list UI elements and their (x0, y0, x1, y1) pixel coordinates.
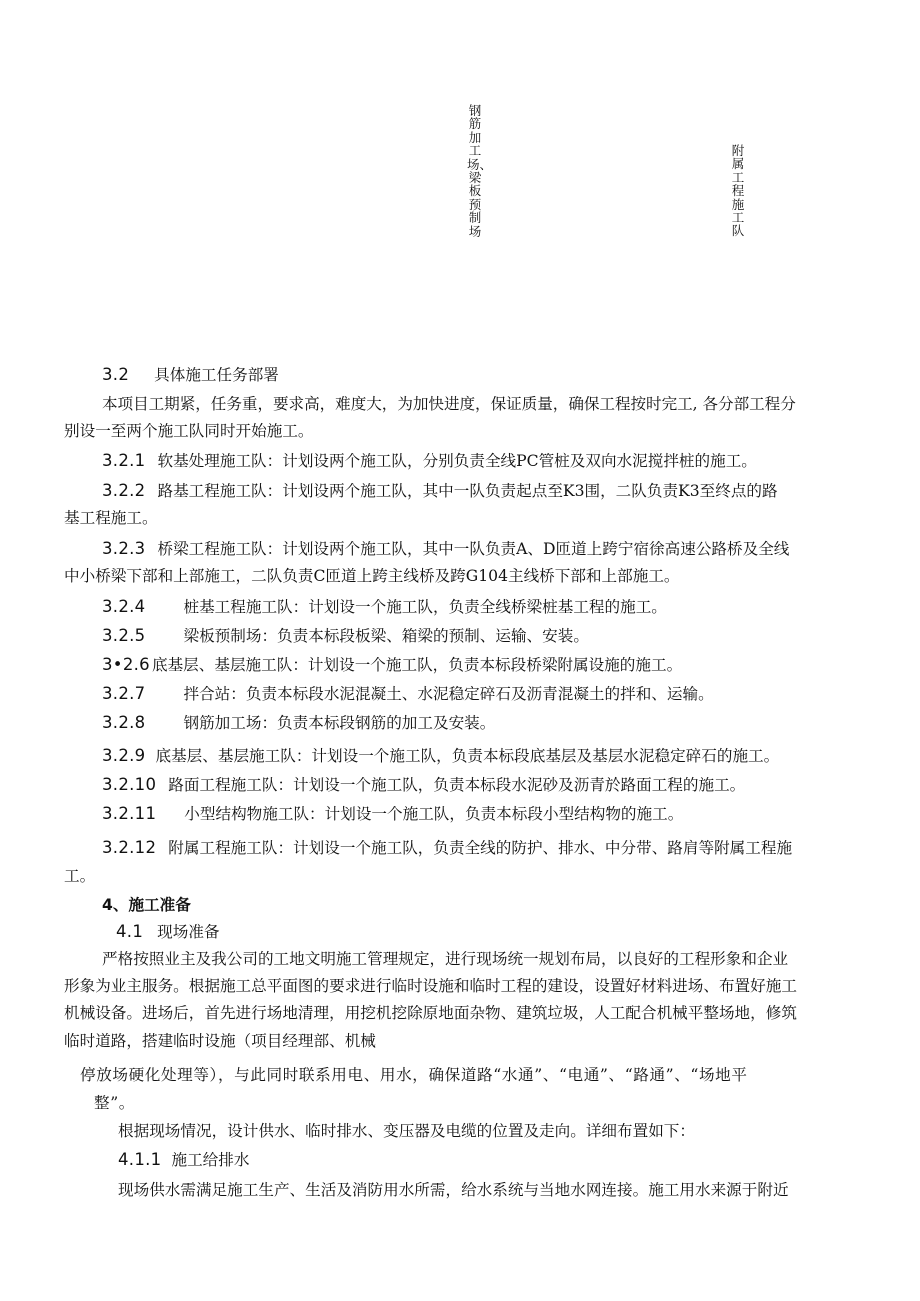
diagram-label-rebar-yard: 钢筋加工场、梁板预制场 (467, 103, 493, 239)
paragraph-4-1-line-6: 整”。 (94, 1094, 135, 1112)
item-3-2-11: 3.2.11 小型结构物施工队：计划设一个施工队，负责本标段小型结构物的施工。 (102, 804, 684, 823)
item-3-2-3-continued: 中小桥梁下部和上部施工，二队负责C匝道上跨主线桥及跨G104主线桥下部和上部施工。 (64, 567, 680, 585)
section-heading-3-2: 3.2 具体施工任务部署 (102, 365, 279, 384)
paragraph-4-1-line-3: 机械设备。进场后，首先进行场地清理，用挖机挖除原地面杂物、建筑垃圾，人工配合机械平整场地，修筑 (64, 1004, 797, 1022)
paragraph-4-1-line-2: 形象为业主服务。根据施工总平面图的要求进行临时设施和临时工程的建设，设置好材料进场、布置好施工 (64, 977, 797, 995)
section-heading-4-1-1: 4.1.1 施工给排水 (118, 1150, 250, 1169)
section-heading-4: 4、施工准备 (102, 896, 191, 914)
paragraph-4-1-1: 现场供水需满足施工生产、生活及消防用水所需，给水系统与当地水网连接。施工用水来源于附近 (118, 1181, 789, 1199)
item-3-2-12-continued: 工。 (64, 867, 96, 885)
paragraph-3-2-line-1: 本项目工期紧，任务重，要求高，难度大，为加快进度，保证质量，确保工程按时完工, 各分部工程分 (102, 395, 796, 413)
item-3-2-4: 3.2.4 桩基工程施工队：计划设一个施工队，负责全线桥梁桩基工程的施工。 (102, 597, 667, 616)
item-3-2-6: 3•2.6 底基层、基层施工队：计划设一个施工队，负责本标段桥梁附属设施的施工。 (102, 655, 683, 674)
paragraph-4-1-line-7: 根据现场情况，设计供水、临时排水、变压器及电缆的位置及走向。详细布置如下： (118, 1122, 695, 1140)
item-3-2-7: 3.2.7 拌合站：负责本标段水泥混凝土、水泥稳定碎石及沥青混凝土的拌和、运输。 (102, 684, 714, 703)
paragraph-3-2-line-2: 别设一至两个施工队同时开始施工。 (64, 422, 314, 440)
item-3-2-9: 3.2.9 底基层、基层施工队：计划设一个施工队，负责本标段底基层及基层水泥稳定碎石的施工。 (102, 746, 780, 765)
item-3-2-2-continued: 基工程施工。 (64, 509, 158, 527)
item-3-2-12: 3.2.12 附属工程施工队：计划设一个施工队，负责全线的防护、排水、中分带、路肩等附属工程施 (102, 838, 793, 857)
item-3-2-2: 3.2.2 路基工程施工队：计划设两个施工队，其中一队负责起点至K3围，二队负责K3至终点的路 (102, 481, 778, 500)
item-3-2-5: 3.2.5 梁板预制场：负责本标段板梁、箱梁的预制、运输、安装。 (102, 626, 589, 645)
diagram-label-ancillary-team: 附属工程施工队 (731, 143, 745, 239)
item-3-2-1: 3.2.1 软基处理施工队：计划设两个施工队，分别负责全线PC管桩及双向水泥搅拌桩的施工。 (102, 451, 757, 470)
section-heading-4-1: 4.1 现场准备 (116, 922, 220, 941)
paragraph-4-1-line-5: 停放场硬化处理等），与此同时联系用电、用水，确保道路“水通”、“电通”、“路通”、“场地平 (80, 1066, 748, 1084)
item-3-2-10: 3.2.10 路面工程施工队：计划设一个施工队，负责本标段水泥砂及沥青於路面工程的施工。 (102, 775, 746, 794)
item-3-2-8: 3.2.8 钢筋加工场：负责本标段钢筋的加工及安装。 (102, 713, 496, 732)
paragraph-4-1-line-1: 严格按照业主及我公司的工地文明施工管理规定，进行现场统一规划布局，以良好的工程形象和企业 (102, 950, 789, 968)
paragraph-4-1-line-4: 临时道路，搭建临时设施（项目经理部、机械 (64, 1032, 376, 1050)
item-3-2-3: 3.2.3 桥梁工程施工队：计划设两个施工队，其中一队负责A、D匝道上跨宁宿徐高速公路桥及全线 (102, 539, 790, 558)
